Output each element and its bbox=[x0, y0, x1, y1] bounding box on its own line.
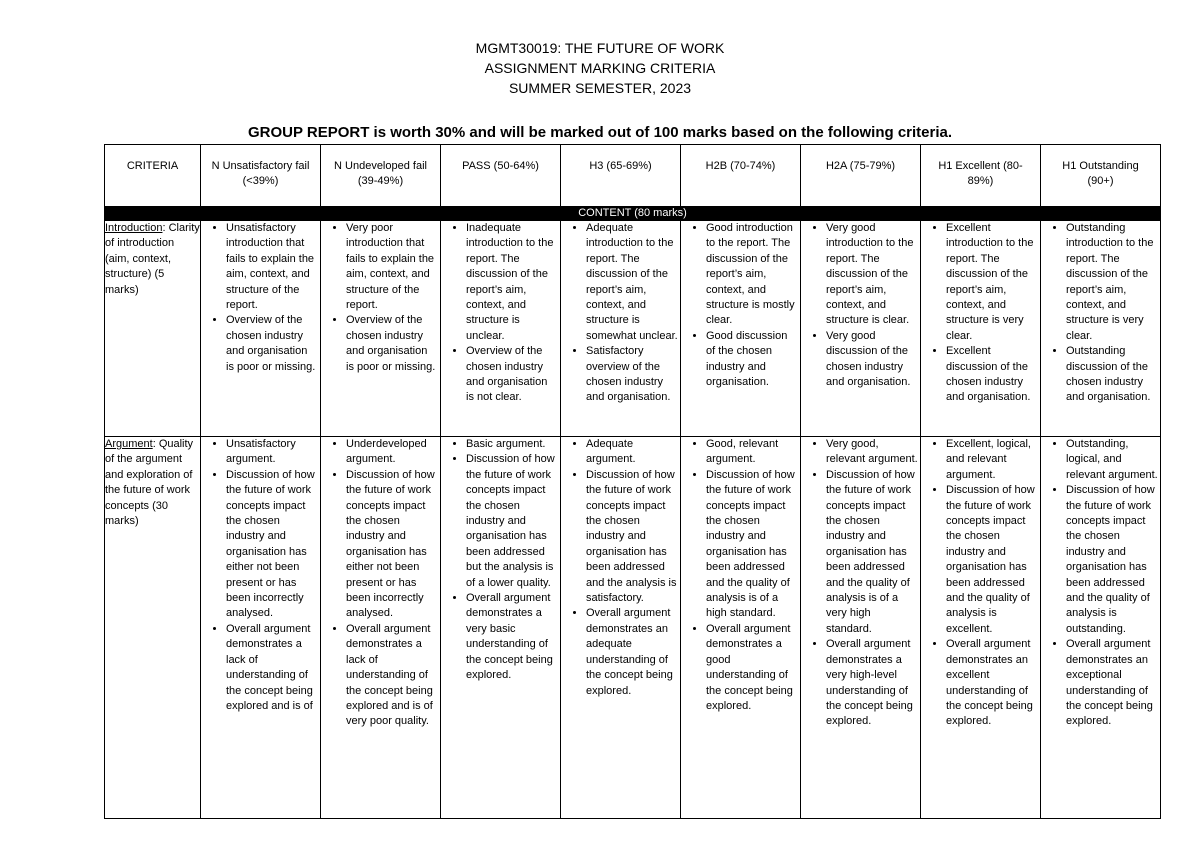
content-section-band: CONTENT (80 marks) bbox=[105, 207, 1161, 221]
grade-point: • Discussion of how the future of work concepts impact the chosen industry and organisation has been addressed and the quality of analysis is of a high standard. bbox=[706, 468, 798, 622]
grade-point: • Excellent discussion of the chosen industry and organisation. bbox=[946, 344, 1038, 406]
grade-point: • Very poor introduction that fails to explain the aim, context, and structure of the report. bbox=[346, 221, 438, 313]
grade-cell bbox=[201, 221, 321, 437]
criterion-description: : Quality of the argument and exploration of the future of work concepts (30 marks) bbox=[105, 438, 194, 528]
grade-point: • Overview of the chosen industry and organisation is poor or missing. bbox=[226, 313, 318, 375]
grade-point: • Excellent introduction to the report. The discussion of the report’s aim, context, and structure is very clear. bbox=[946, 221, 1038, 344]
grade-point: • Discussion of how the future of work concepts impact the chosen industry and organisation has been addressed but the analysis is of a lower quality. bbox=[466, 452, 558, 591]
grade-point: • Unsatisfactory argument. bbox=[226, 437, 318, 468]
grade-point: • Outstanding, logical, and relevant argument. bbox=[1066, 437, 1158, 483]
column-header: PASS (50-64%) bbox=[441, 145, 561, 207]
semester-title: SUMMER SEMESTER, 2023 bbox=[508, 80, 692, 96]
criterion-cell bbox=[105, 221, 201, 437]
document-header bbox=[0, 38, 1200, 98]
grade-cell bbox=[681, 437, 801, 819]
criterion-cell bbox=[105, 437, 201, 819]
grade-point: • Discussion of how the future of work concepts impact the chosen industry and organisation has either not been present or has been incorrectly analysed. bbox=[226, 468, 318, 622]
grade-point: • Good introduction to the report. The discussion of the report’s aim, context, and structure is mostly clear. bbox=[706, 221, 798, 329]
report-weighting-note: GROUP REPORT is worth 30% and will be marked out of 100 marks based on the following criteria. bbox=[247, 124, 953, 141]
grade-point: • Very good discussion of the chosen industry and organisation. bbox=[826, 329, 918, 391]
section-band-row bbox=[105, 207, 1161, 221]
column-header: N Undeveloped fail (39-49%) bbox=[321, 145, 441, 207]
grade-cell bbox=[1041, 437, 1161, 819]
grade-cell bbox=[201, 437, 321, 819]
grade-point: • Overall argument demonstrates an adequate understanding of the concept being explored. bbox=[586, 606, 678, 698]
column-header: N Unsatisfactory fail (<39%) bbox=[201, 145, 321, 207]
grade-point: • Very good introduction to the report. The discussion of the report’s aim, context, and structure is clear. bbox=[826, 221, 918, 329]
column-header: H3 (65-69%) bbox=[561, 145, 681, 207]
column-header: H1 Excellent (80-89%) bbox=[921, 145, 1041, 207]
grade-point: • Excellent, logical, and relevant argument. bbox=[946, 437, 1038, 483]
criterion-heading: Introduction bbox=[105, 222, 163, 234]
criterion-row-argument bbox=[105, 437, 1161, 819]
grade-point: • Good, relevant argument. bbox=[706, 437, 798, 468]
grade-cell bbox=[441, 221, 561, 437]
grade-point: • Discussion of how the future of work concepts impact the chosen industry and organisation has either not been present or has been incorrectly analysed. bbox=[346, 468, 438, 622]
column-header: H2B (70-74%) bbox=[681, 145, 801, 207]
grade-point: • Adequate argument. bbox=[586, 437, 678, 468]
column-header: CRITERIA bbox=[105, 145, 201, 207]
grade-cell bbox=[801, 221, 921, 437]
grade-cell bbox=[321, 221, 441, 437]
grade-point: • Discussion of how the future of work concepts impact the chosen industry and organisation has been addressed and the analysis is satisfactory. bbox=[586, 468, 678, 607]
grade-point: • Overview of the chosen industry and organisation is not clear. bbox=[466, 344, 558, 406]
grade-point: • Overall argument demonstrates a lack of understanding of the concept being explored and is of very poor quality. bbox=[346, 622, 438, 730]
grade-cell bbox=[801, 437, 921, 819]
grade-point: • Unsatisfactory introduction that fails to explain the aim, context, and structure of the report. bbox=[226, 221, 318, 313]
grade-point: • Outstanding introduction to the report. The discussion of the report’s aim, context, and structure is very clear. bbox=[1066, 221, 1158, 344]
grade-point: • Overall argument demonstrates an exceptional understanding of the concept being explored. bbox=[1066, 637, 1158, 729]
header-row bbox=[105, 145, 1161, 207]
grade-point: • Overall argument demonstrates a lack of understanding of the concept being explored and is of bbox=[226, 622, 318, 714]
grade-point: • Discussion of how the future of work concepts impact the chosen industry and organisation has been addressed and the quality of analysis is excellent. bbox=[946, 483, 1038, 637]
grade-point: • Adequate introduction to the report. The discussion of the report’s aim, context, and structure is somewhat unclear. bbox=[586, 221, 678, 344]
grade-cell bbox=[321, 437, 441, 819]
column-header: H1 Outstanding (90+) bbox=[1041, 145, 1161, 207]
marking-criteria-table bbox=[104, 144, 1161, 819]
grade-cell bbox=[561, 221, 681, 437]
grade-point: • Discussion of how the future of work concepts impact the chosen industry and organisation has been addressed and the quality of analysis is outstanding. bbox=[1066, 483, 1158, 637]
grade-cell bbox=[561, 437, 681, 819]
grade-point: • Outstanding discussion of the chosen industry and organisation. bbox=[1066, 344, 1158, 406]
grade-point: • Basic argument. bbox=[466, 437, 558, 452]
grade-point: • Overview of the chosen industry and organisation is poor or missing. bbox=[346, 313, 438, 375]
criterion-heading: Argument bbox=[105, 438, 153, 450]
grade-cell bbox=[681, 221, 801, 437]
grade-point: • Overall argument demonstrates an excellent understanding of the concept being explored. bbox=[946, 637, 1038, 729]
grade-point: • Overall argument demonstrates a very basic understanding of the concept being explored. bbox=[466, 591, 558, 683]
criterion-row-introduction bbox=[105, 221, 1161, 437]
grade-cell bbox=[921, 221, 1041, 437]
grade-cell bbox=[921, 437, 1041, 819]
grade-point: • Satisfactory overview of the chosen industry and organisation. bbox=[586, 344, 678, 406]
grade-point: • Inadequate introduction to the report. The discussion of the report’s aim, context, and structure is unclear. bbox=[466, 221, 558, 344]
grade-point: • Underdeveloped argument. bbox=[346, 437, 438, 468]
column-header: H2A (75-79%) bbox=[801, 145, 921, 207]
document-title: ASSIGNMENT MARKING CRITERIA bbox=[484, 60, 716, 76]
grade-cell bbox=[1041, 221, 1161, 437]
grade-point: • Good discussion of the chosen industry and organisation. bbox=[706, 329, 798, 391]
grade-point: • Very good, relevant argument. bbox=[826, 437, 918, 468]
course-title: MGMT30019: THE FUTURE OF WORK bbox=[475, 40, 725, 56]
grade-point: • Overall argument demonstrates a very high-level understanding of the concept being explored. bbox=[826, 637, 918, 729]
criterion-description: : Clarity of introduction (aim, context, structure) (5 marks) bbox=[105, 222, 200, 296]
grade-point: • Overall argument demonstrates a good understanding of the concept being explored. bbox=[706, 622, 798, 714]
grade-point: • Discussion of how the future of work concepts impact the chosen industry and organisation has been addressed and the quality of analysis is of a very high standard. bbox=[826, 468, 918, 637]
grade-cell bbox=[441, 437, 561, 819]
